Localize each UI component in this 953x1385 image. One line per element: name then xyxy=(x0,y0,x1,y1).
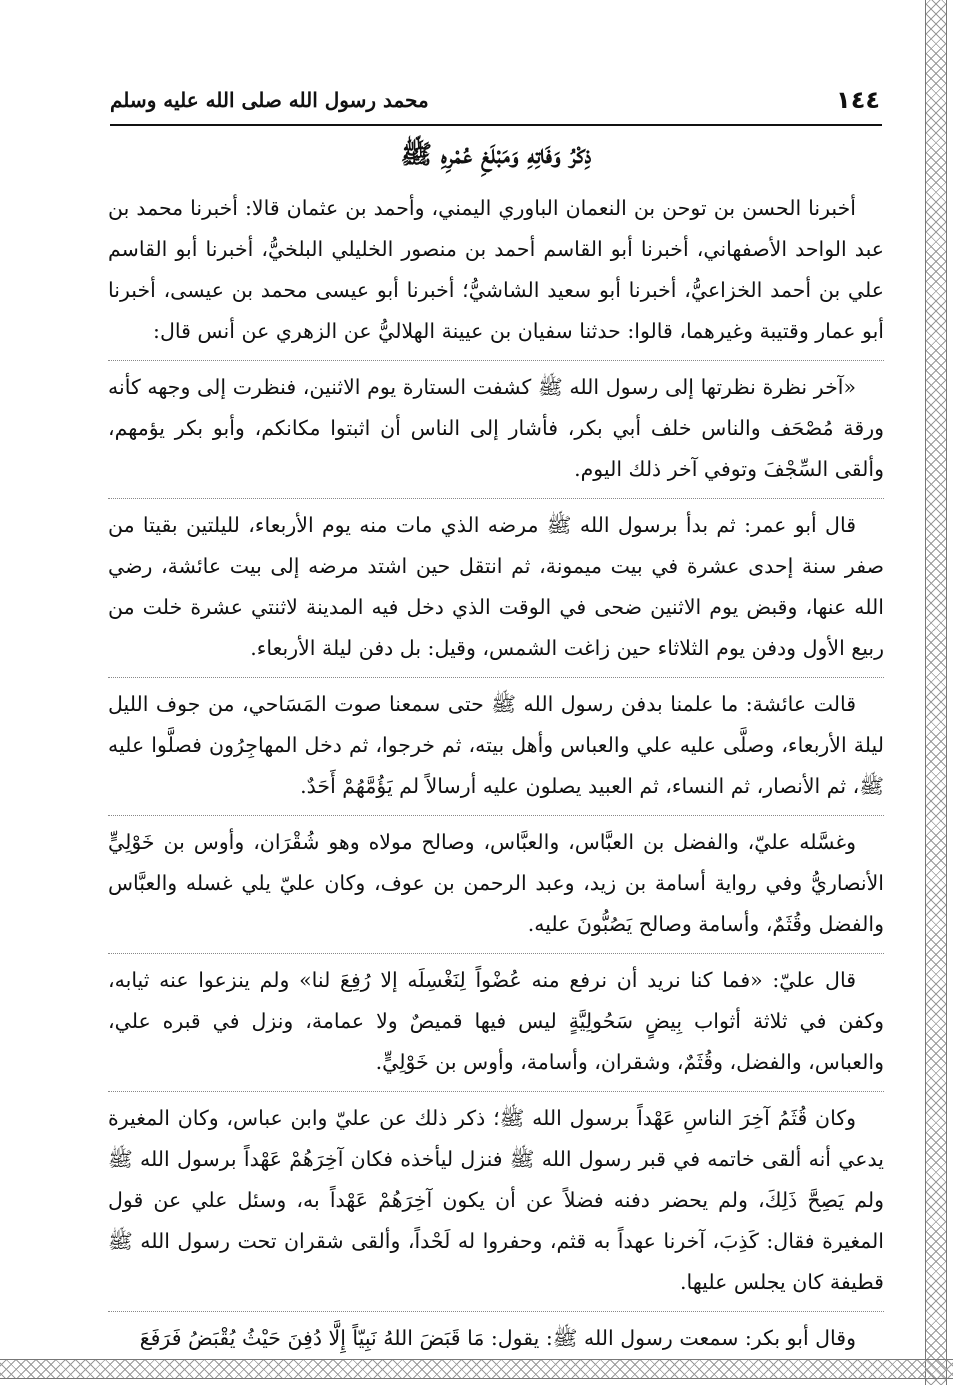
ornamental-border-right xyxy=(925,0,947,1385)
paragraph-divider xyxy=(108,1091,884,1092)
header-rule xyxy=(110,124,882,126)
body-text xyxy=(108,188,884,1367)
paragraph-divider xyxy=(108,953,884,954)
paragraph: وغسَّله عليّ، والفضل بن العبَّاس، والعبَّاس، وصالح مولاه وهو شُقْرَان، وأوس بن خَوْلِيٍّ الأنصاريُّ وفي رواية أسامة بن زيد، وعبد الرحمن بن عوف، وكان عليّ يلي غسله والعبَّاس والفضل وقُثَمٌ، وأسامة وصالح يَصُبُّونَ عليه. xyxy=(108,830,884,936)
paragraph-divider xyxy=(108,498,884,499)
chapter-title: ذِكْرُ وَفَاتِهِ وَمَبْلَغِ عُمْرِهِ ﷺ xyxy=(400,140,592,170)
paragraph: أخبرنا الحسن بن توحن بن النعمان الباوري اليمني، وأحمد بن عثمان قالا: أخبرنا محمد بن عبد الواحد الأصفهاني، أخبرنا أبو القاسم أحمد بن منصور الخليلي البلخيُّ، أخبرنا أبو القاسم علي بن أحمد الخزاعيُّ، أخبرنا أبو سعيد الشاشيُّ؛ أخبرنا أبو عيسى محمد بن عيسى، أخبرنا أبو عمار وقتيبة وغيرهما، قالوا: حدثنا سفيان بن عيينة الهلاليُّ عن الزهري عن أنس قال: xyxy=(108,196,884,343)
page-number: ١٤٤ xyxy=(836,86,880,114)
paragraph: «آخر نظرة نظرتها إلى رسول الله ﷺ كشفت الستارة يوم الاثنين، فنظرت إلى وجهه كأنه ورقة مُصْحَف والناس خلف أبي بكر، فأشار إلى الناس أن اثبتوا مكانكم، وأبو بكر يؤمهم، وألقى السِّجْفَ وتوفي آخر ذلك اليوم. xyxy=(108,375,884,481)
paragraph: وقال أبو بكر: سمعت رسول الله ﷺ: يقول: مَا قَبَضَ اللهُ نَبِيّاً إِلَّا دُفِنَ حَيْثُ يُقْبَضُ فَرَفَعَ xyxy=(139,1326,856,1350)
page-header xyxy=(110,86,880,120)
paragraph-divider xyxy=(108,360,884,361)
paragraph: قال عليّ: «فما كنا نريد أن نرفع منه عُضْواً لِنَغْسِلَه إلا رُفِعَ لنا» ولم ينزعوا عنه ثيابه، وكفن في ثلاثة أثواب بِيضٍ سَحُولِيَّةٍ ليس فيها قميصٌ ولا عمامة، ونزل في قبره علي، والعباس، والفضل، وقُثَمٌ، وشقران، وأسامة، وأوس بن خَوْلِيٍّ. xyxy=(108,968,884,1074)
paragraph-divider xyxy=(108,815,884,816)
paragraph-divider xyxy=(108,677,884,678)
paragraph: قالت عائشة: ما علمنا بدفن رسول الله ﷺ حتى سمعنا صوت المَسَاحي، من جوف الليل ليلة الأربعاء، وصلَّى عليه علي والعباس وأهل بيته، ثم خرجوا، ثم دخل المهاجِرُون فصلَّوا عليه ﷺ، ثم الأنصار، ثم النساء، ثم العبيد يصلون عليه أرسالاً لم يَؤُمَّهُمْ أَحَدٌ. xyxy=(108,692,884,798)
paragraph: قال أبو عمر: ثم بدأ برسول الله ﷺ مرضه الذي مات منه يوم الأربعاء، لليلتين بقيتا من صفر سنة إحدى عشرة في بيت ميمونة، ثم انتقل حين اشتد مرضه إلى بيت عائشة، رضي الله عنها، وقبض يوم الاثنين ضحى في الوقت الذي دخل فيه المدينة لاثنتي عشرة خلت من ربيع الأول ودفن يوم الثلاثاء حين زاغت الشمس، وقيل: بل دفن ليلة الأربعاء. xyxy=(108,513,884,660)
running-title: محمد رسول الله صلى الله عليه وسلم xyxy=(110,88,429,112)
paragraph: وكان قُثَمُ آخِرَ الناسِ عَهْداً برسول الله ﷺ؛ ذكر ذلك عن عليّ وابن عباس، وكان المغيرة يدعي أنه ألقى خاتمه في قبر رسول الله ﷺ فنزل ليأخذه فكان آخِرَهُمْ عَهْداً برسول الله ﷺ ولم يَصِحَّ ذَلِكَ، ولم يحضر دفنه فضلاً عن أن يكون آخِرَهُمْ عَهْداً به، وسئل علي عن قول المغيرة فقال: كَذِبَ، آخرنا عهداً به قثم، وحفروا له لَحْداً، وألقى شقران تحت رسول الله ﷺ قطيفة كان يجلس عليها. xyxy=(108,1106,884,1294)
paragraph-divider xyxy=(108,1311,884,1312)
